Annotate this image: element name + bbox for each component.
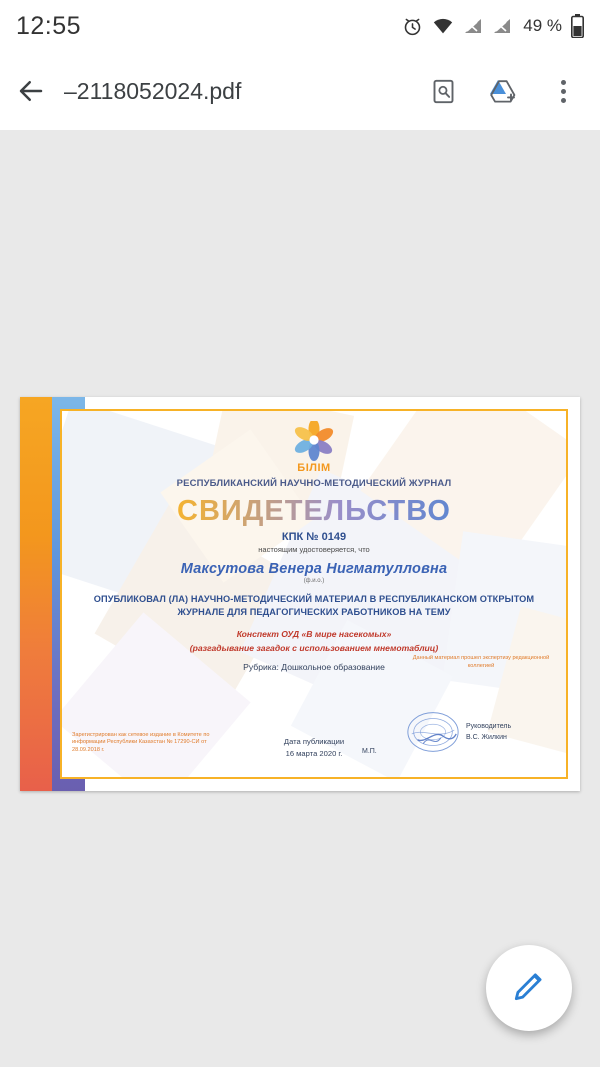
publication-date-value: 16 марта 2020 г. xyxy=(285,748,343,758)
journal-logo xyxy=(78,421,550,474)
topic-line-2: (разгадывание загадок с использованием мнемотаблиц) xyxy=(189,642,439,653)
more-options-icon[interactable] xyxy=(546,74,580,108)
flower-logo-icon xyxy=(291,421,337,461)
registration-note: Зарегистрирован как сетевое издание в Комитете по информации Республики Казахстан № 17290-СИ от 28.09.2018 г. xyxy=(72,731,210,754)
app-bar xyxy=(0,52,600,130)
pdf-viewer[interactable] xyxy=(0,130,600,1067)
edit-pencil-icon xyxy=(510,967,548,1010)
wifi-icon xyxy=(432,17,454,35)
signer-block xyxy=(466,722,558,743)
alarm-icon xyxy=(402,16,423,37)
drive-add-icon[interactable] xyxy=(486,74,520,108)
signer-name: В.С. Жилкин xyxy=(466,733,507,741)
recipient-name-caption: (ф.и.о.) xyxy=(303,578,325,584)
sim2-signal-icon xyxy=(492,17,512,35)
status-icons xyxy=(402,14,584,38)
status-clock: 12:55 xyxy=(16,11,82,40)
edit-fab-button[interactable] xyxy=(486,945,572,1031)
certificate-frame xyxy=(60,409,568,779)
battery-icon xyxy=(571,14,584,38)
certificate-number-value: 0149 xyxy=(321,531,347,543)
battery-percent: 49 % xyxy=(523,16,562,35)
signature-stamp-icon xyxy=(404,703,462,761)
certificate-number-label: КПК № xyxy=(281,531,319,543)
recipient-name: Максутова Венера Нигматулловна xyxy=(180,561,448,577)
journal-subtitle: РЕСПУБЛИКАНСКИЙ НАУЧНО-МЕТОДИЧЕСКИЙ ЖУРНАЛ xyxy=(176,478,452,489)
app-bar-actions xyxy=(426,74,586,108)
status-bar xyxy=(0,0,600,52)
seal-label: М.П. xyxy=(362,748,377,755)
pdf-page xyxy=(20,397,580,791)
certificate-headline: СВИДЕТЕЛЬСТВО xyxy=(78,495,550,528)
decor-bar-orange xyxy=(20,397,52,791)
rubric-text: Рубрика: Дошкольное образование xyxy=(243,662,385,673)
published-text: ОПУБЛИКОВАЛ (ЛА) НАУЧНО-МЕТОДИЧЕСКИЙ МАТЕРИАЛ В РЕСПУБЛИКАНСКОМ ОТКРЫТОМ ЖУРНАЛЕ ДЛЯ ПЕДАГОГИЧЕСКИХ РАБОТНИКОВ НА ТЕМУ xyxy=(93,594,535,618)
document-scan-icon[interactable] xyxy=(426,74,460,108)
publication-date-label: Дата публикации xyxy=(283,737,345,747)
hereby-text: настоящим удостоверяется, что xyxy=(258,545,370,554)
certificate-number xyxy=(78,531,550,543)
page-title: –2118052024.pdf xyxy=(64,77,242,104)
publication-date xyxy=(284,736,344,759)
back-arrow-icon[interactable] xyxy=(14,74,48,108)
topic-line-1: Конспект ОУД «В мире насекомых» xyxy=(236,628,392,639)
logo-text: БІЛІМ xyxy=(297,462,331,474)
sim1-signal-icon xyxy=(463,17,483,35)
signer-role: Руководитель xyxy=(466,723,512,730)
expertise-note: Данный материал прошел экспертизу редакционной коллегией xyxy=(412,655,550,669)
